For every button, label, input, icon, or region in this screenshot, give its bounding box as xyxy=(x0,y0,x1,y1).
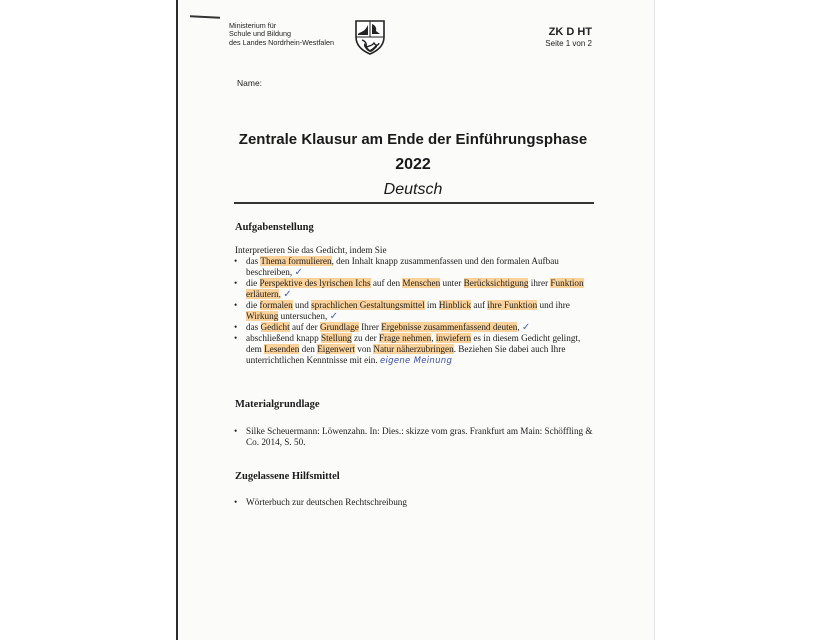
task-intro: Interpretieren Sie das Gedicht, indem Sie xyxy=(235,245,387,255)
highlighted-text: Menschen xyxy=(402,278,441,288)
list-item: • Wörterbuch zur deutschen Rechtschreibung xyxy=(234,497,594,508)
highlighted-text: Perspektive des lyrischen Ichs xyxy=(259,278,371,288)
task-text: das xyxy=(246,322,261,332)
task-text: , xyxy=(278,289,281,299)
task-text: und ihre xyxy=(537,300,570,310)
check-mark-icon: ✓ xyxy=(294,267,303,278)
task-text: und xyxy=(292,300,312,310)
task-text: ihrer xyxy=(528,278,551,288)
highlighted-text: Berücksichtigung xyxy=(463,278,529,288)
highlighted-text: Funktion erläutern xyxy=(246,278,584,299)
task-text: untersuchen, xyxy=(278,311,328,321)
task-text: abschließend knapp xyxy=(246,333,322,343)
highlighted-text: Frage nehmen xyxy=(378,333,432,343)
highlighted-text: Stellung xyxy=(321,333,352,343)
material-list xyxy=(234,426,594,448)
highlighted-text: formalen xyxy=(259,300,293,310)
task-text: . Beziehen Sie dabei auch Ihre unterrichtlichen Kenntnisse mit ein. xyxy=(246,344,566,365)
task-text: auf xyxy=(471,300,488,310)
highlighted-text: Eigenwert xyxy=(317,344,355,354)
list-item xyxy=(234,256,594,278)
task-list xyxy=(234,256,594,367)
task-text: von xyxy=(354,344,374,354)
task-text: im xyxy=(424,300,439,310)
task-text: die xyxy=(246,278,260,288)
ministry-line: Schule und Bildung xyxy=(229,29,291,39)
ministry-line: des Landes Nordrhein-Westfalen xyxy=(229,37,334,47)
section-heading-material: Materialgrundlage xyxy=(235,399,320,410)
handwritten-note: eigene Meinung xyxy=(379,356,453,366)
highlighted-text: Grundlage xyxy=(320,322,359,332)
task-text: den xyxy=(299,344,318,354)
highlighted-text: Ergebnisse zusammenfassend deuten xyxy=(381,322,518,332)
section-heading-aufgaben: Aufgabenstellung xyxy=(235,222,314,233)
check-mark-icon: ✓ xyxy=(283,289,292,300)
task-text: auf der xyxy=(289,322,320,332)
task-text: , xyxy=(517,322,520,332)
list-item xyxy=(234,333,594,367)
highlighted-text: Gedicht xyxy=(260,322,290,332)
list-item xyxy=(234,322,594,333)
exam-year: 2022 xyxy=(395,156,431,173)
section-heading-hilfsmittel: Zugelassene Hilfsmittel xyxy=(235,471,340,482)
highlighted-text: Wirkung xyxy=(246,311,279,321)
task-text: die xyxy=(246,300,260,310)
exam-code: ZK D HT xyxy=(548,26,592,38)
task-text: auf den xyxy=(370,278,403,288)
list-item: • Silke Scheuermann: Löwenzahn. In: Dies.: skizze vom gras. Frankfurt am Main: Schöffling & Co. 2014, S. 50. xyxy=(234,426,594,448)
name-label: Name: xyxy=(237,78,263,88)
nrw-coat-of-arms-icon xyxy=(354,19,386,55)
ministry-line: Ministerium für xyxy=(229,21,277,30)
task-text: das xyxy=(246,256,261,266)
title-divider xyxy=(234,202,594,204)
exam-title: Zentrale Klausur am Ende der Einführungsphase xyxy=(238,131,588,148)
hilfsmittel-list xyxy=(234,497,594,508)
ministry-header xyxy=(229,22,334,47)
list-item xyxy=(234,300,594,322)
exam-subject: Deutsch xyxy=(383,181,443,198)
task-text: , den Inhalt knapp zusammenfassen und den formalen Aufbau beschreiben, xyxy=(246,256,559,277)
task-text: Ihrer xyxy=(358,322,382,332)
highlighted-text: Thema formulieren xyxy=(260,256,332,266)
check-mark-icon: ✓ xyxy=(521,322,531,333)
list-item xyxy=(234,278,594,300)
task-text: zu der xyxy=(351,333,379,343)
highlighted-text: Lesenden xyxy=(264,344,300,354)
check-mark-icon: ✓ xyxy=(329,311,338,322)
highlighted-text: ihre Funktion xyxy=(487,300,538,310)
page-number: Seite 1 von 2 xyxy=(545,39,592,48)
task-text: unter xyxy=(440,278,464,288)
task-text: , xyxy=(431,333,436,343)
highlighted-text: Hinblick xyxy=(438,300,472,310)
exam-code-block xyxy=(545,26,592,49)
highlighted-text: inwiefern xyxy=(435,333,472,343)
task-text: es in diesem Gedicht gelingt, dem xyxy=(246,333,581,354)
highlighted-text: Natur näherzubringen xyxy=(373,344,454,354)
highlighted-text: sprachlichen Gestaltungsmittel xyxy=(311,300,425,310)
